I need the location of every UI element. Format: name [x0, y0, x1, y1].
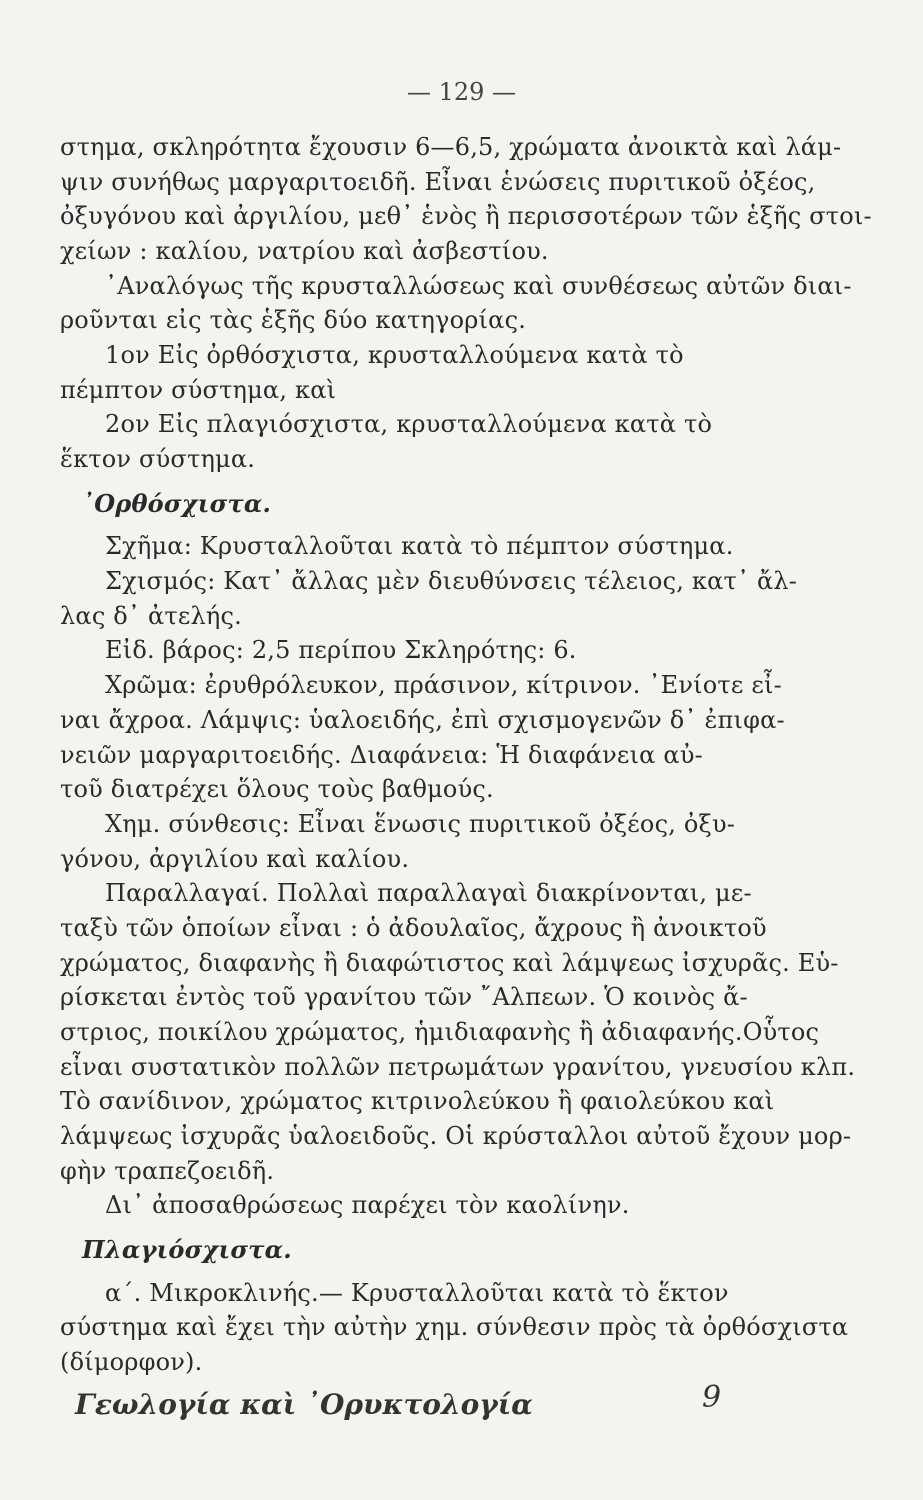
text-line: ψιν συνήθως μαργαριτοειδῆ. Εἶναι ἑνώσεις πυριτικοῦ ὀξέος,	[60, 168, 816, 196]
text-line: Χρῶμα: ἐρυθρόλευκον, πράσινον, κίτρινον. ᾽Ενίοτε εἶ-	[105, 671, 782, 699]
text-line: 1ον Εἰς ὀρθόσχιστα, κρυσταλλούμενα κατὰ τὸ	[105, 341, 684, 369]
text-line: λας δ᾽ ἀτελής.	[60, 602, 242, 630]
text-line: Σχῆμα: Κρυσταλλοῦται κατὰ τὸ πέμπτον σύστημα.	[105, 532, 734, 560]
section-heading-plagiosxista: Πλαγιόσχιστα.	[82, 1235, 292, 1264]
text-line: Παραλλαγαί. Πολλαὶ παραλλαγαὶ διακρίνονται, με-	[105, 879, 752, 907]
text-line: ταξὺ τῶν ὁποίων εἶναι : ὁ ἀδουλαῖος, ἄχρους ἢ ἀνοικτοῦ	[60, 914, 767, 942]
signature-number: 9	[702, 1380, 722, 1415]
text-line: ναι ἄχροα. Λάμψις: ὑαλοειδής, ἐπὶ σχισμογενῶν δ᾽ ἐπιφα-	[60, 706, 785, 734]
text-line: χρώματος, διαφανὴς ἢ διαφώτιστος καὶ λάμψεως ἰσχυρᾶς. Εὑ-	[60, 949, 839, 977]
text-line: λάμψεως ἰσχυρᾶς ὑαλοειδοῦς. Οἱ κρύσταλλοι αὐτοῦ ἔχουν μορ-	[60, 1122, 852, 1150]
text-line: ᾽Αναλόγως τῆς κρυσταλλώσεως καὶ συνθέσεως αὐτῶν διαι-	[105, 272, 852, 300]
text-line: 2ον Εἰς πλαγιόσχιστα, κρυσταλλούμενα κατὰ τὸ	[105, 410, 713, 438]
text-line: ροῦνται εἰς τὰς ἑξῆς δύο κατηγορίας.	[60, 306, 527, 334]
text-line: Σχισμός: Κατ᾽ ἄλλας μὲν διευθύνσεις τέλειος, κατ᾽ ἄλ-	[105, 567, 798, 595]
text-line: στριος, ποικίλου χρώματος, ἡμιδιαφανὴς ἢ ἀδιαφανής.Οὗτος	[60, 1018, 820, 1046]
book-title: Γεωλογία καὶ ᾽Ορυκτολογία	[75, 1388, 533, 1421]
text-line: ρίσκεται ἐντὸς τοῦ γρανίτου τῶν ῎Αλπεων. Ὁ κοινὸς ἄ-	[60, 983, 748, 1011]
section-heading-orthosxista: ᾽Ορθόσχιστα.	[82, 489, 272, 518]
text-line: α΄. Μικροκλινής.— Κρυσταλλοῦται κατὰ τὸ ἕκτον	[105, 1279, 729, 1307]
text-line: (δίμορφον).	[60, 1348, 203, 1376]
text-line: πέμπτον σύστημα, καὶ	[60, 376, 337, 404]
page-number: — 129 —	[406, 78, 517, 106]
text-line: φὴν τραπεζοειδῆ.	[60, 1157, 275, 1185]
text-line: ἕκτον σύστημα.	[60, 445, 256, 473]
text-line: Τὸ σανίδινον, χρώματος κιτρινολεύκου ἢ φαιολεύκου καὶ	[60, 1087, 775, 1115]
text-line: Εἰδ. βάρος: 2,5 περίπου Σκληρότης: 6.	[105, 636, 577, 664]
text-line: στημα, σκληρότητα ἔχουσιν 6—6,5, χρώματα ἀνοικτὰ καὶ λάμ-	[60, 133, 842, 161]
text-line: Δι᾽ ἀποσαθρώσεως παρέχει τὸν καολίνην.	[105, 1191, 630, 1219]
text-line: ὀξυγόνου καὶ ἀργιλίου, μεθ᾽ ἑνὸς ἢ περισσοτέρων τῶν ἑξῆς στοι-	[60, 202, 872, 230]
text-line: χείων : καλίου, νατρίου καὶ ἀσβεστίου.	[60, 237, 549, 265]
text-line: τοῦ διατρέχει ὅλους τοὺς βαθμούς.	[60, 775, 494, 803]
text-line: νειῶν μαργαριτοειδής. Διαφάνεια: Ἡ διαφάνεια αὐ-	[60, 741, 703, 769]
text-line: σύστημα καὶ ἔχει τὴν αὐτὴν χημ. σύνθεσιν πρὸς τὰ ὀρθόσχιστα	[60, 1313, 849, 1341]
text-line: Χημ. σύνθεσις: Εἶναι ἕνωσις πυριτικοῦ ὀξέος, ὀξυ-	[105, 810, 736, 838]
text-line: γόνου, ἀργιλίου καὶ καλίου.	[60, 845, 410, 873]
text-line: εἶναι συστατικὸν πολλῶν πετρωμάτων γρανίτου, γνευσίου κλπ.	[60, 1053, 856, 1081]
